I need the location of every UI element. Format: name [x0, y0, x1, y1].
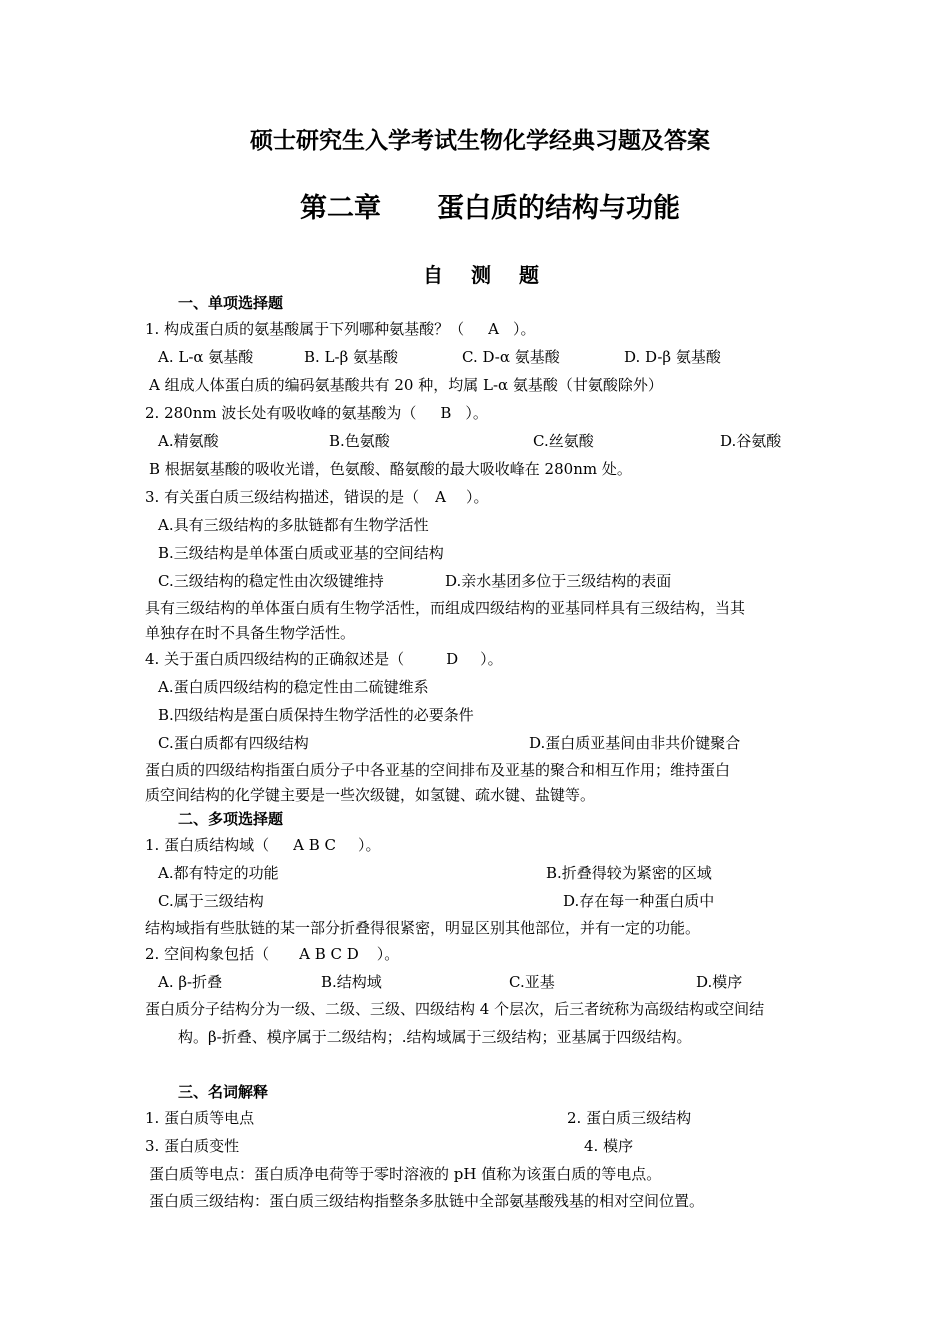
- option-b: B. L-β 氨基酸: [304, 348, 399, 366]
- option-d: D.谷氨酸: [720, 432, 782, 450]
- option-b: B.四级结构是蛋白质保持生物学活性的必要条件: [158, 706, 474, 724]
- option-b: B.折叠得较为紧密的区域: [546, 864, 712, 882]
- option-c: C.亚基: [509, 973, 555, 991]
- term-item: 4. 模序: [584, 1137, 634, 1155]
- option-c: C.蛋白质都有四级结构: [158, 734, 309, 752]
- explanation: 具有三级结构的单体蛋白质有生物学活性，而组成四级结构的亚基同样具有三级结构，当其: [145, 599, 746, 617]
- term-definition: 蛋白质三级结构：蛋白质三级结构指整条多肽链中全部氨基酸残基的相对空间位置。: [149, 1192, 705, 1210]
- explanation: 蛋白质分子结构分为一级、二级、三级、四级结构 4 个层次，后三者统称为高级结构或空间结: [145, 1000, 765, 1018]
- question-stem: 4. 关于蛋白质四级结构的正确叙述是（ D ）。: [145, 650, 503, 668]
- answer-mark: A: [435, 488, 446, 506]
- explanation: 单独存在时不具备生物学活性。: [145, 624, 356, 642]
- section-subtitle: 自测题: [423, 263, 567, 287]
- chapter-heading: [0, 186, 950, 225]
- explanation: A 组成人体蛋白质的编码氨基酸共有 20 种，均属 L-α 氨基酸（甘氨酸除外）: [149, 376, 663, 394]
- option-a: A.精氨酸: [158, 432, 219, 450]
- option-d: D.存在每一种蛋白质中: [563, 892, 715, 910]
- answer-mark: A: [488, 320, 499, 338]
- option-b: B.结构域: [321, 973, 382, 991]
- chapter-name: 蛋白质的结构与功能: [437, 193, 680, 224]
- option-d: D.模序: [696, 973, 743, 991]
- question-stem: 1. 构成蛋白质的氨基酸属于下列哪种氨基酸？（ A ）。: [145, 320, 536, 338]
- answer-mark: B: [440, 404, 452, 422]
- answer-mark: A B C D: [299, 945, 359, 963]
- option-c: C.属于三级结构: [158, 892, 264, 910]
- option-c: C. D-α 氨基酸: [462, 348, 560, 366]
- option-d: D.蛋白质亚基间由非共价键聚合: [529, 734, 741, 752]
- explanation: B 根据氨基酸的吸收光谱，色氨酸、酪氨酸的最大吸收峰在 280nm 处。: [149, 460, 632, 478]
- option-b: B.色氨酸: [329, 432, 390, 450]
- option-a: A. L-α 氨基酸: [158, 348, 254, 366]
- term-item: 1. 蛋白质等电点: [145, 1109, 255, 1127]
- option-a: A.具有三级结构的多肽链都有生物学活性: [158, 516, 429, 534]
- option-c: C.三级结构的稳定性由次级键维持: [158, 572, 384, 590]
- explanation: 蛋白质的四级结构指蛋白质分子中各亚基的空间排布及亚基的聚合和相互作用；维持蛋白: [145, 761, 731, 779]
- option-d: D.亲水基团多位于三级结构的表面: [445, 572, 672, 590]
- question-stem: 3. 有关蛋白质三级结构描述，错误的是（ A ）。: [145, 488, 489, 506]
- term-definition: 蛋白质等电点：蛋白质净电荷等于零时溶液的 pH 值称为该蛋白质的等电点。: [149, 1165, 662, 1183]
- section-heading-single-choice: 一、单项选择题: [178, 294, 284, 312]
- option-d: D. D-β 氨基酸: [624, 348, 721, 366]
- document-title: 硕士研究生入学考试生物化学经典习题及答案: [250, 128, 710, 154]
- question-stem: 1. 蛋白质结构域（ A B C ）。: [145, 836, 381, 854]
- option-c: C.丝氨酸: [533, 432, 594, 450]
- answer-mark: A B C: [293, 836, 336, 854]
- term-item: 3. 蛋白质变性: [145, 1137, 240, 1155]
- section-heading-term-definitions: 三、名词解释: [178, 1083, 269, 1101]
- section-heading-multiple-choice: 二、多项选择题: [178, 810, 284, 828]
- term-item: 2. 蛋白质三级结构: [567, 1109, 692, 1127]
- option-a: A.都有特定的功能: [158, 864, 279, 882]
- explanation: 构。β-折叠、模序属于二级结构；.结构域属于三级结构；亚基属于四级结构。: [178, 1028, 692, 1046]
- explanation: 结构域指有些肽链的某一部分折叠得很紧密，明显区别其他部位，并有一定的功能。: [145, 919, 701, 937]
- question-stem: 2. 280nm 波长处有吸收峰的氨基酸为（ B ）。: [145, 404, 488, 422]
- option-a: A. β-折叠: [158, 973, 223, 991]
- option-b: B.三级结构是单体蛋白质或亚基的空间结构: [158, 544, 444, 562]
- explanation: 质空间结构的化学键主要是一些次级键，如氢键、疏水键、盐键等。: [145, 786, 596, 804]
- chapter-number: 第二章: [300, 193, 381, 224]
- answer-mark: D: [446, 650, 459, 668]
- question-stem: 2. 空间构象包括（ A B C D ）。: [145, 945, 400, 963]
- option-a: A.蛋白质四级结构的稳定性由二硫键维系: [158, 678, 429, 696]
